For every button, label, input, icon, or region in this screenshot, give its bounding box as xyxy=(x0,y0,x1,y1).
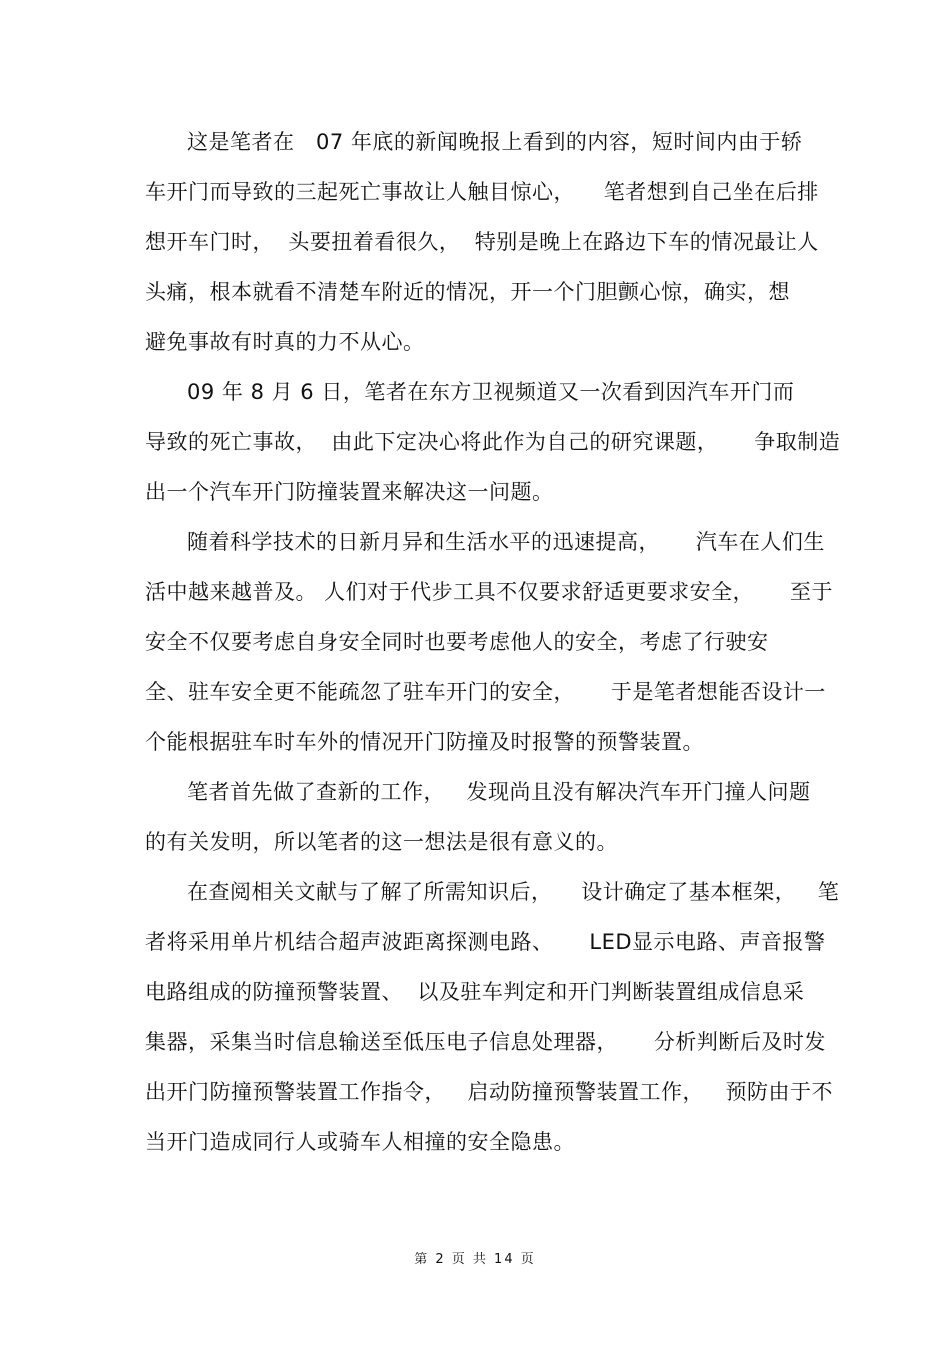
text-line: 集器，采集当时信息输送至低压电子信息处理器， 分析判断后及时发 xyxy=(145,1030,826,1054)
text-line: 出一个汽车开门防撞装置来解决这一问题。 xyxy=(145,480,554,504)
text-line: 车开门而导致的三起死亡事故让人触目惊心， 笔者想到自己坐在后排 xyxy=(145,180,819,204)
text-line: 头痛，根本就看不清楚车附近的情况，开一个门胆颤心惊，确实，想 xyxy=(145,280,790,304)
text-line: 导致的死亡事故， 由此下定决心将此作为自己的研究课题， 争取制造 xyxy=(145,430,841,454)
text-line: 在查阅相关文献与了解了所需知识后， 设计确定了基本框架， 笔 xyxy=(187,880,840,904)
text-line: 想开车门时， 头要扭着看很久， 特别是晚上在路边下车的情况最让人 xyxy=(145,230,819,254)
text-line: 出开门防撞预警装置工作指令， 启动防撞预警装置工作， 预防由于不 xyxy=(145,1080,834,1104)
text-line: 这是笔者在 07 年底的新闻晚报上看到的内容，短时间内由于轿 xyxy=(187,130,803,154)
text-line: 笔者首先做了查新的工作， 发现尚且没有解决汽车开门撞人问题 xyxy=(187,780,811,804)
text-line: 者将采用单片机结合超声波距离探测电路、 LED显示电路、声音报警 xyxy=(145,930,826,954)
page-number-footer: 第 2 页 共 14 页 xyxy=(414,1252,536,1267)
text-line: 安全不仅要考虑自身安全同时也要考虑他人的安全，考虑了行驶安 xyxy=(145,630,769,654)
text-line: 避免事故有时真的力不从心。 xyxy=(145,330,425,354)
text-line: 全、驻车安全更不能疏忽了驻车开门的安全， 于是笔者想能否设计一 xyxy=(145,680,826,704)
text-line: 当开门造成同行人或骑车人相撞的安全隐患。 xyxy=(145,1130,575,1154)
text-line: 随着科学技术的日新月异和生活水平的迅速提高， 汽车在人们生 xyxy=(187,530,825,554)
text-line: 的有关发明，所以笔者的这一想法是很有意义的。 xyxy=(145,830,618,854)
text-line: 活中越来越普及。 人们对于代步工具不仅要求舒适更要求安全， 至于 xyxy=(145,580,834,604)
text-line: 电路组成的防撞预警装置、 以及驻车判定和开门判断装置组成信息采 xyxy=(145,980,805,1004)
text-line: 个能根据驻车时车外的情况开门防撞及时报警的预警装置。 xyxy=(145,730,704,754)
text-line: 09 年 8 月 6 日，笔者在东方卫视频道又一次看到因汽车开门而 xyxy=(187,380,795,404)
